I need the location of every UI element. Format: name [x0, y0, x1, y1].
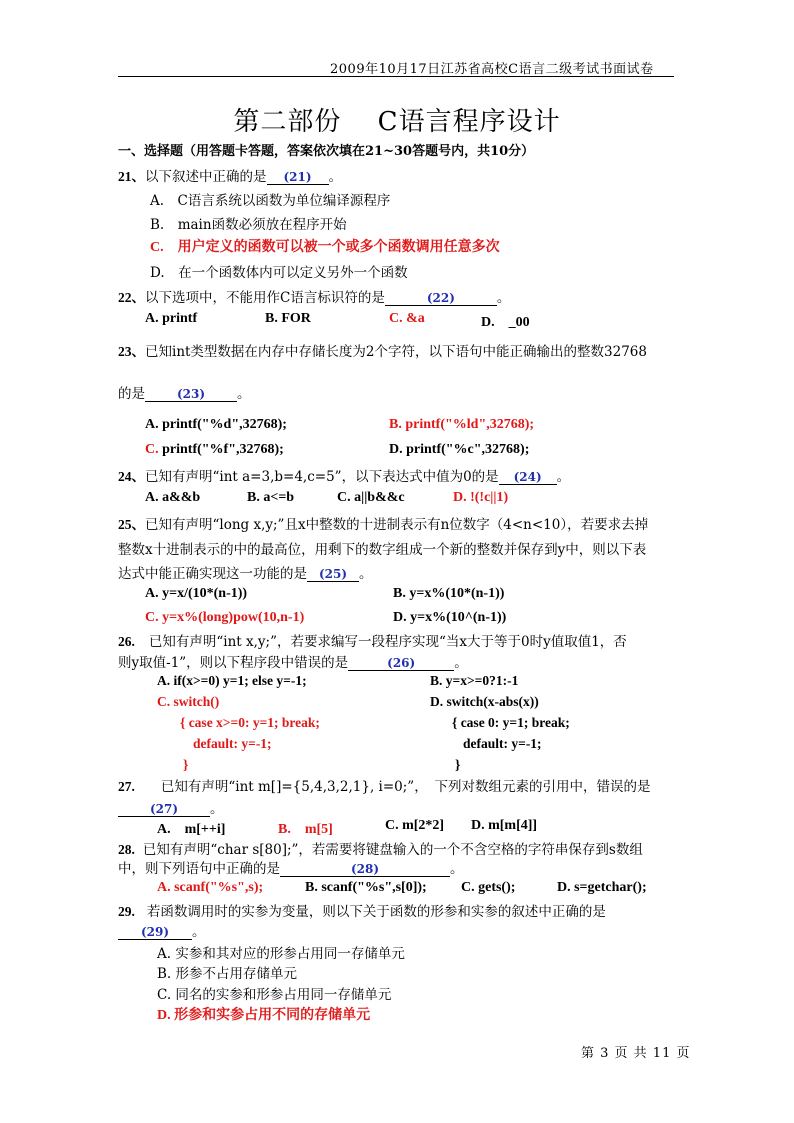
- question-number: 23、: [118, 344, 145, 359]
- section-heading: 一、选择题（用答题卡答题，答案依次填在21~30答题号内，共10分）: [118, 144, 535, 159]
- option-d: D. switch(x-abs(x)): [430, 694, 539, 709]
- option-b-correct: B. printf("%ld",32768);: [389, 417, 535, 432]
- answer-blank: (22): [385, 291, 497, 306]
- option-c-letter: C.: [145, 442, 159, 457]
- option-d-line3: default: y=-1;: [463, 736, 542, 751]
- question-punct: 。: [237, 386, 251, 402]
- question-28: [118, 838, 643, 858]
- question-24: [118, 465, 570, 485]
- question-punct: 。: [328, 169, 342, 185]
- option-a: A. 实参和其对应的形参占用同一存储单元: [157, 946, 405, 962]
- option-a: A. C语言系统以函数为单位编译源程序: [150, 193, 391, 209]
- option-a: A. a&&b: [145, 490, 201, 505]
- question-29-line2: [118, 920, 206, 940]
- answer-blank: (23): [145, 387, 237, 402]
- option-c-text: printf("%f",32768);: [158, 442, 284, 457]
- header-rule: [118, 76, 674, 77]
- option-c-line3: default: y=-1;: [193, 736, 272, 751]
- page-title: 第二部份 C语言程序设计: [233, 107, 561, 137]
- option-a: A. m[++i]: [157, 822, 226, 837]
- question-25: [118, 513, 648, 533]
- option-b: B. 形参不占用存储单元: [157, 966, 298, 982]
- answer-blank: (27): [118, 802, 210, 817]
- option-d: D. 在一个函数体内可以定义另外一个函数: [150, 265, 408, 281]
- option-c-correct: C. &a: [389, 311, 425, 326]
- question-26-line2: [118, 651, 468, 671]
- option-c: C. a||b&&c: [337, 490, 405, 505]
- question-number: 27.: [118, 779, 135, 794]
- option-c-line2: { case x>=0: y=1; break;: [180, 715, 320, 730]
- option-b: B. main函数必须放在程序开始: [150, 217, 347, 233]
- answer-blank: (29): [118, 925, 192, 940]
- option-d: D. _00: [481, 315, 530, 330]
- option-c-correct: C. switch(): [157, 694, 220, 709]
- page-footer: 第 3 页 共 11 页: [581, 1046, 691, 1061]
- question-punct: 。: [359, 566, 373, 582]
- question-text: 以下选项中，不能用作C语言标识符的是: [145, 290, 385, 306]
- answer-blank: (24): [499, 470, 557, 485]
- question-27: [118, 775, 650, 795]
- question-29: [118, 900, 606, 920]
- option-b: B. y=x>=0?1:-1: [430, 673, 519, 688]
- question-text: 的是: [118, 386, 145, 402]
- question-punct: 。: [192, 924, 206, 940]
- question-text: 已知有声明“char s[80];”，若需要将键盘输入的一个不含空格的字符串保存到s数组: [142, 842, 643, 858]
- option-b: B. a<=b: [247, 490, 295, 505]
- question-text: 已知有声明“long x,y;”且x中整数的十进制表示有n位数字（4<n<10），若要求去掉: [145, 517, 649, 533]
- option-a: A. printf: [145, 311, 198, 326]
- question-number: 28.: [118, 842, 135, 857]
- question-text: 已知有声明“int x,y;”，若要求编写一段程序实现“当x大于等于0时y值取值1，否: [148, 634, 627, 650]
- option-d-line2: { case 0: y=1; break;: [452, 715, 570, 730]
- answer-blank: (28): [280, 862, 450, 877]
- option-b-correct: B. m[5]: [278, 822, 333, 837]
- question-25-line2: 整数x十进制表示的中的最高位，用剩下的数字组成一个新的整数并保存到y中，则以下表: [118, 542, 647, 558]
- question-text: 则y取值-1”，则以下程序段中错误的是: [118, 655, 349, 671]
- question-punct: 。: [450, 861, 464, 877]
- question-text: 达式中能正确实现这一功能的是: [118, 566, 307, 582]
- option-c: C. 同名的实参和形参占用同一存储单元: [157, 987, 392, 1003]
- option-a-correct: A. scanf("%s",s);: [157, 880, 264, 895]
- question-number: 26.: [118, 634, 135, 649]
- question-text: 以下叙述中正确的是: [145, 169, 267, 185]
- answer-blank: (25): [307, 567, 359, 582]
- option-d: D. y=x%(10^(n-1)): [393, 610, 507, 625]
- question-text: 已知有声明“int m[]={5,4,3,2,1}, i=0;”， 下列对数组元素的引用中，错误的是: [160, 779, 651, 795]
- question-23-line2: [118, 382, 251, 402]
- question-punct: 。: [556, 469, 571, 485]
- option-c: [145, 442, 284, 458]
- question-26: [118, 630, 627, 650]
- option-c-line4: }: [183, 757, 189, 772]
- option-a: A. if(x>=0) y=1; else y=-1;: [157, 673, 307, 688]
- option-d: D. m[m[4]]: [471, 818, 538, 833]
- option-d-correct: D. !(!c||1): [453, 490, 509, 505]
- page-header: 2009年10月17日江苏省高校C语言二级考试书面试卷: [330, 62, 654, 77]
- question-21: [118, 165, 342, 185]
- answer-blank: (26): [348, 656, 454, 671]
- question-27-line2: [118, 797, 224, 817]
- question-28-line2: [118, 857, 464, 877]
- question-22: [118, 286, 510, 306]
- question-number: 21、: [118, 169, 145, 184]
- question-text: 已知有声明“int a=3,b=4,c=5”，以下表达式中值为0的是: [145, 469, 499, 485]
- option-b: B. scanf("%s",s[0]);: [305, 880, 427, 895]
- question-text: 若函数调用时的实参为变量，则以下关于函数的形参和实参的叙述中正确的是: [146, 904, 606, 920]
- question-punct: 。: [496, 290, 511, 306]
- option-d: D. s=getchar();: [557, 880, 647, 895]
- option-d: D. printf("%c",32768);: [389, 442, 530, 457]
- question-number: 24、: [118, 469, 145, 484]
- option-c: C. m[2*2]: [385, 818, 445, 833]
- question-punct: 。: [454, 655, 468, 671]
- option-c-correct: C. y=x%(long)pow(10,n-1): [145, 610, 305, 625]
- question-text: 中，则下列语句中正确的是: [118, 861, 280, 877]
- option-b: B. y=x%(10*(n-1)): [393, 586, 505, 601]
- option-b: B. FOR: [265, 311, 311, 326]
- question-25-line3: [118, 562, 373, 582]
- option-d-correct: D. 形参和实参占用不同的存储单元: [157, 1008, 371, 1023]
- answer-blank: (21): [267, 170, 329, 185]
- question-23: [118, 340, 647, 360]
- option-a: A. printf("%d",32768);: [145, 417, 287, 432]
- option-a: A. y=x/(10*(n-1)): [145, 586, 248, 601]
- question-number: 25、: [118, 517, 145, 532]
- option-c-correct: C. 用户定义的函数可以被一个或多个函数调用任意多次: [150, 240, 500, 255]
- question-number: 22、: [118, 290, 145, 305]
- question-punct: 。: [210, 801, 224, 817]
- question-number: 29.: [118, 904, 135, 919]
- option-d-line4: }: [455, 757, 461, 772]
- question-text: 已知int类型数据在内存中存储长度为2个字符，以下语句中能正确输出的整数32768: [145, 344, 647, 360]
- option-c: C. gets();: [461, 880, 516, 895]
